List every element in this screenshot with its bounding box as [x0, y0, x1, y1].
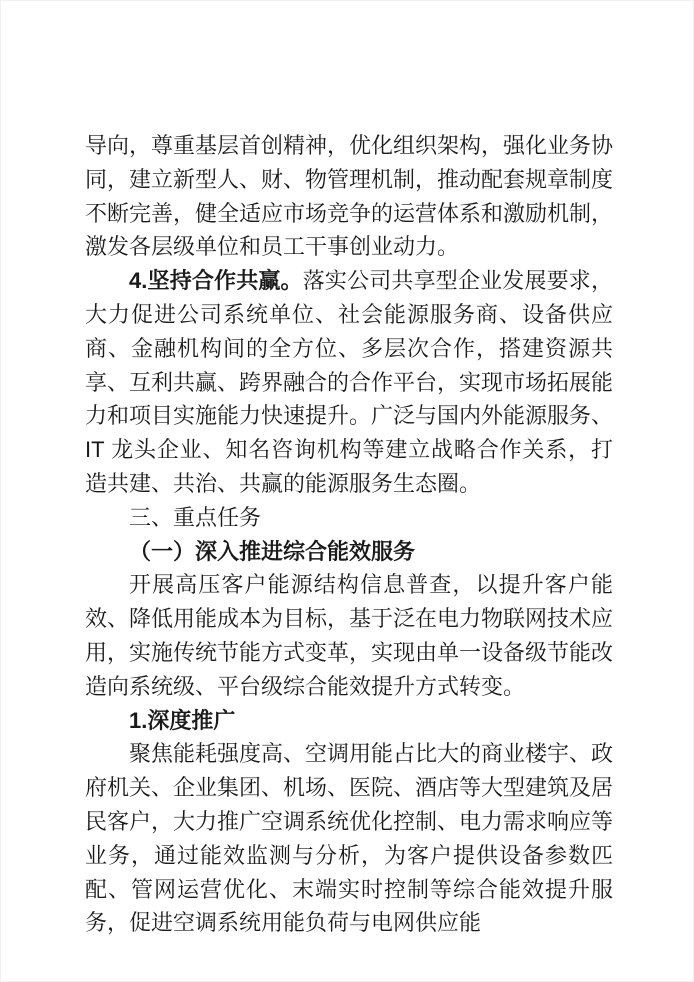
paragraph-item-4: [85, 264, 613, 501]
subsection-heading-one: [85, 535, 613, 569]
paragraph-text: 落实公司共享型企业发展要求，大力促进公司系统单位、社会能源服务商、设备供应商、金融机构间的全方位、多层次合作，搭建资源共享、互利共赢、跨界融合的合作平台，实现市场拓展能力和项目实施能力快速提升。广泛与国内外能源服务、IT 龙头企业、知名咨询机构等建立战略合作关系，打造共建、共治、共赢的能源服务生态圈。: [85, 268, 614, 496]
numbered-heading-1: [85, 704, 613, 738]
paragraph-body: [85, 568, 613, 703]
paragraph-lead-bold: 4.坚持合作共赢。: [129, 268, 303, 294]
paragraph-continuation: [85, 129, 613, 264]
numbered-heading-text: 1.深度推广: [129, 707, 236, 733]
subsection-heading-text: （一）深入推进综合能效服务: [129, 538, 416, 564]
paragraph-text: 开展高压客户能源结构信息普查，以提升客户能效、降低用能成本为目标，基于泛在电力物联网技术应用，实施传统节能方式变革，实现由单一设备级节能改造向系统级、平台级综合能效提升方式转变。: [85, 572, 614, 699]
document-text-block: [85, 129, 613, 940]
section-heading-three: [85, 501, 613, 535]
paragraph-body: [85, 737, 613, 940]
section-heading-text: 三、重点任务: [129, 504, 262, 530]
paragraph-text: 聚焦能耗强度高、空调用能占比大的商业楼宇、政府机关、企业集团、机场、医院、酒店等大型建筑及居民客户，大力推广空调系统优化控制、电力需求响应等业务，通过能效监测与分析，为客户提供设备参数匹配、管网运营优化、末端实时控制等综合能效提升服务，促进空调系统用能负荷与电网供应能: [85, 741, 614, 936]
paragraph-text: 导向，尊重基层首创精神，优化组织架构，强化业务协同，建立新型人、财、物管理机制，推动配套规章制度不断完善，健全适应市场竞争的运营体系和激励机制，激发各层级单位和员工干事创业动力。: [85, 133, 614, 260]
